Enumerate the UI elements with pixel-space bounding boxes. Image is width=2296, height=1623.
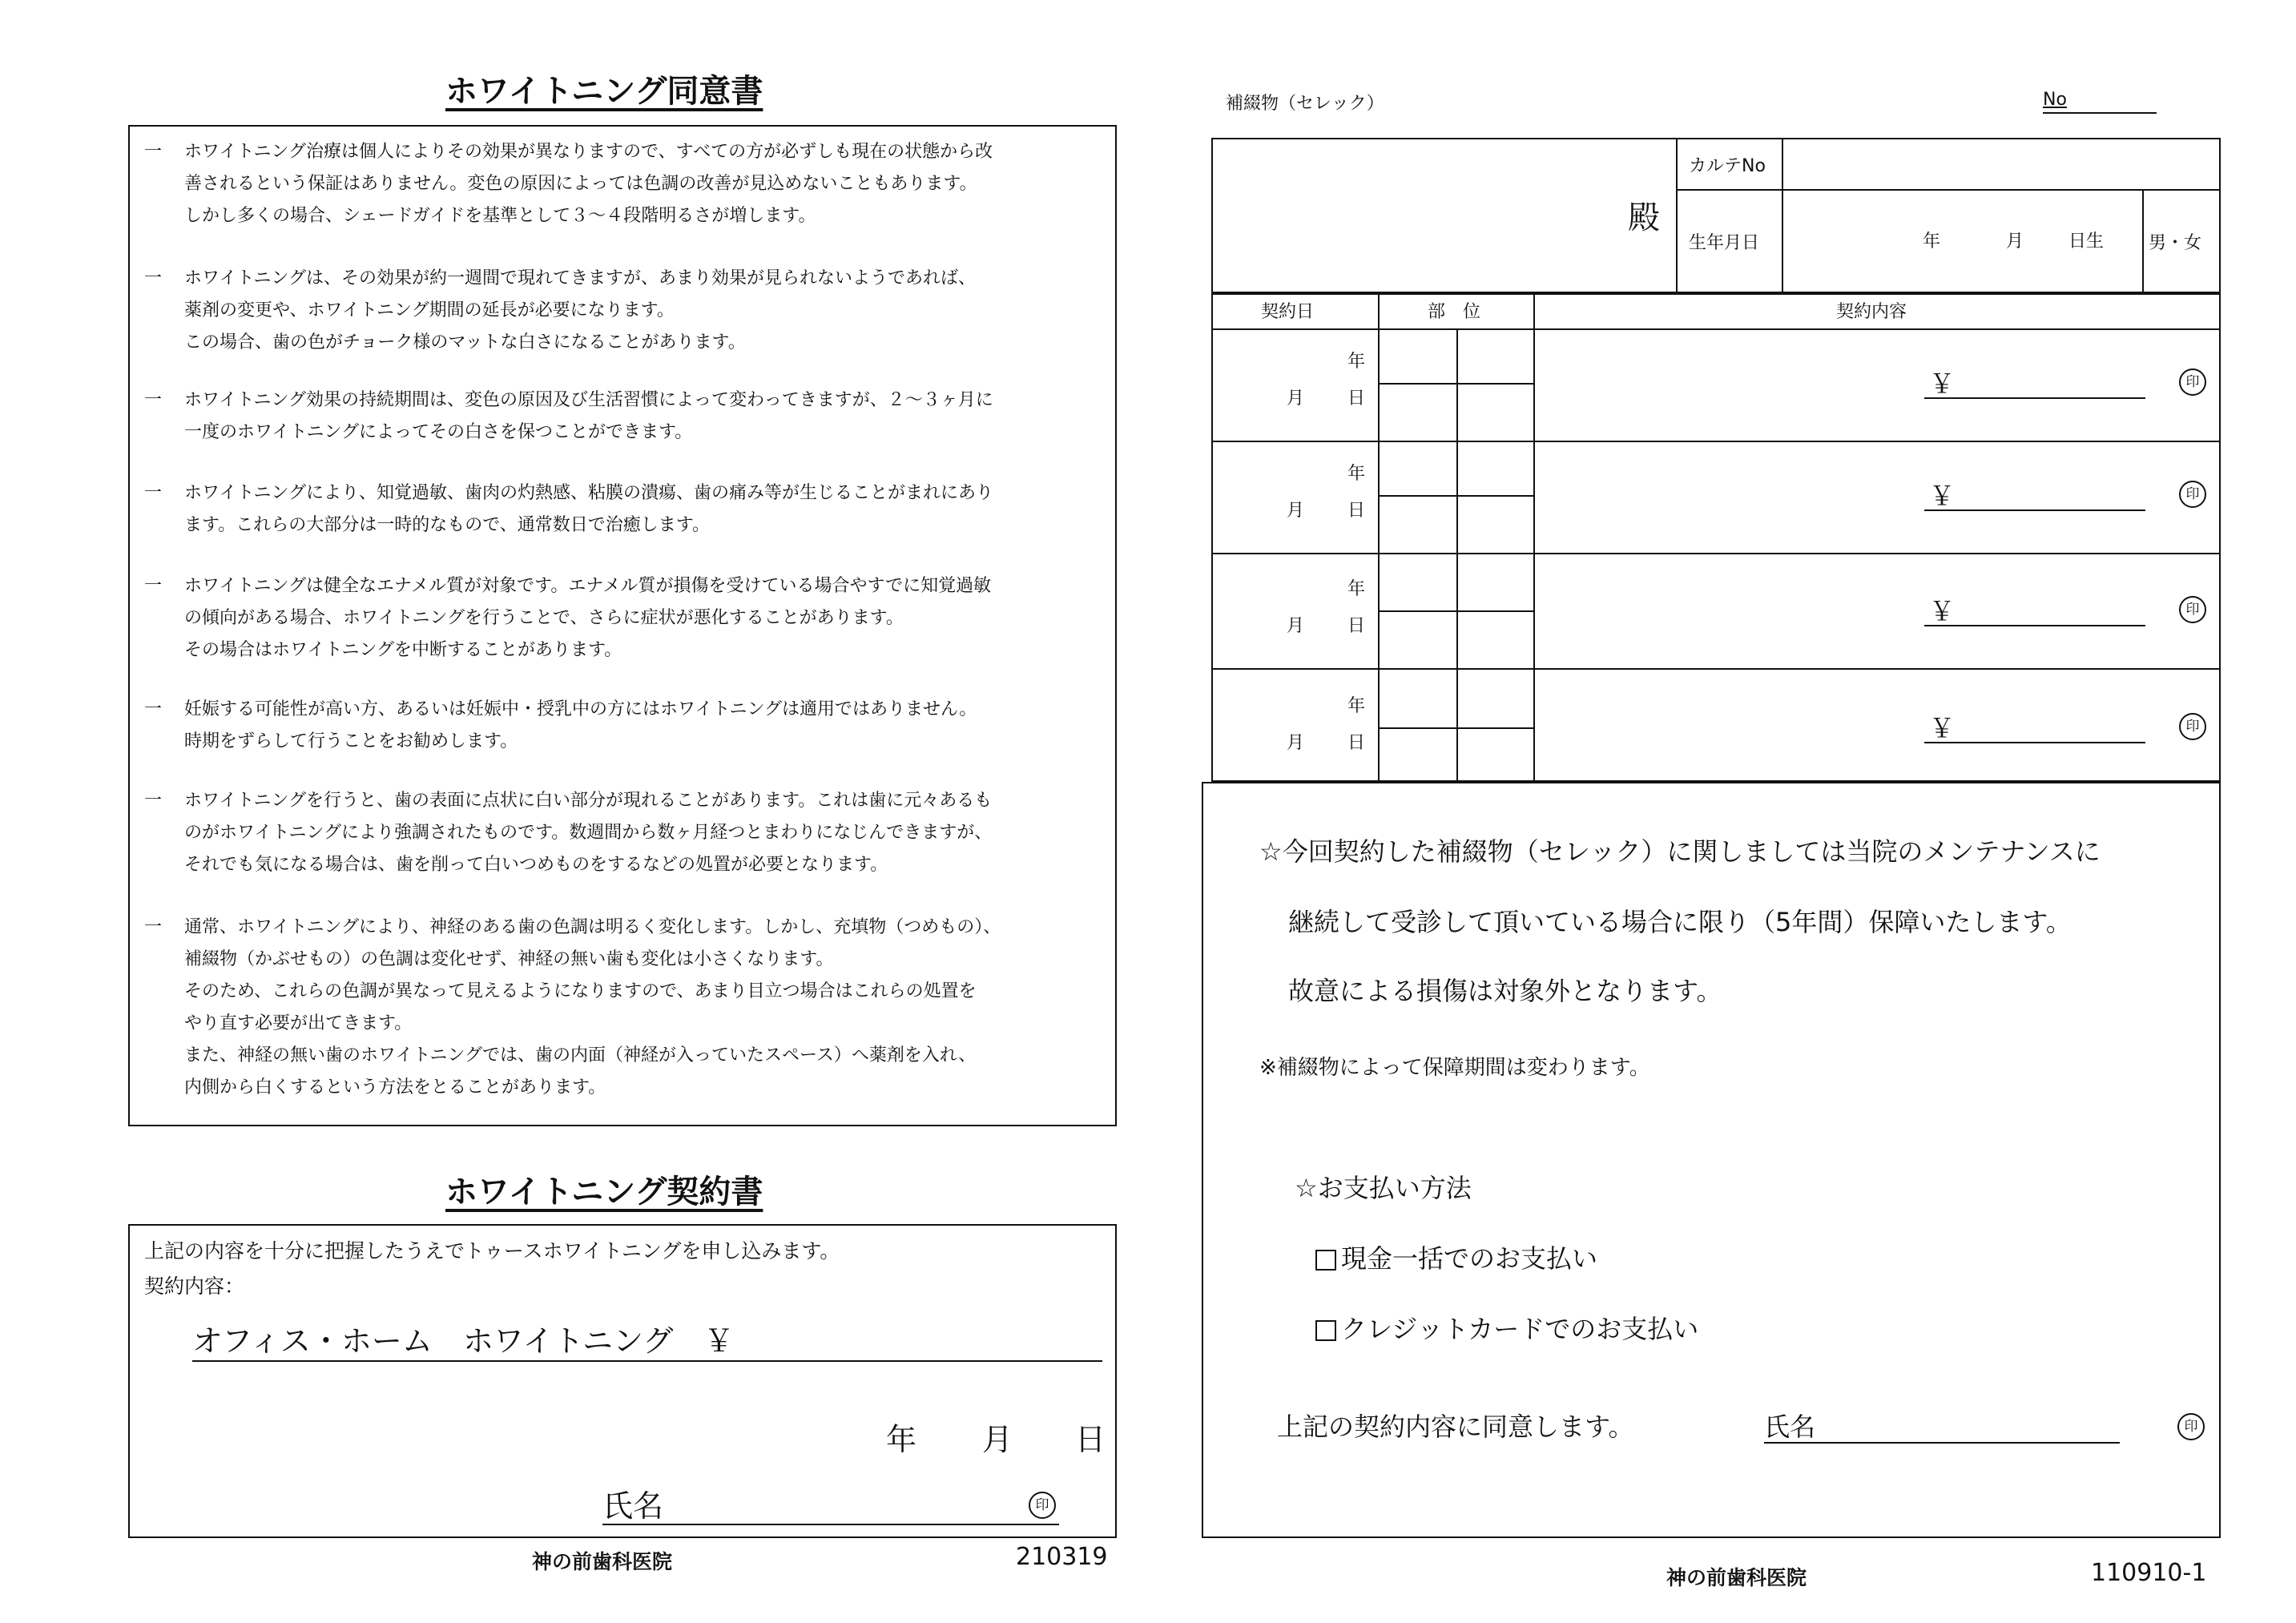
- yen-label: ￥: [1929, 368, 1956, 399]
- consent-line: ホワイトニングにより、知覚過敏、歯肉の灼熱感、粘膜の潰瘍、歯の痛み等が生じることがまれにあり: [184, 483, 994, 503]
- row-month-label: 月: [1287, 389, 1305, 409]
- agree-seal-icon: 印: [2177, 1413, 2205, 1440]
- contract-content-text: オフィス・ホーム ホワイトニング ￥: [192, 1323, 735, 1359]
- consent-line: その場合はホワイトニングを中断することがあります。: [184, 640, 622, 660]
- consent-line: やり直す必要が出てきます。: [184, 1013, 413, 1033]
- contract-intro: 上記の内容を十分に把握したうえでトゥースホワイトニングを申し込みます。: [144, 1239, 840, 1263]
- selec-code: 110910-1: [2091, 1559, 2207, 1587]
- selec-header: 補綴物（セレック）: [1226, 94, 1384, 114]
- payment-option-cash[interactable]: [1315, 1238, 1597, 1275]
- consent-item-lines: [184, 136, 1107, 232]
- consent-line: のがホワイトニングにより強調されたものです。数週間から数ヶ月経つとまわりになじんできますが、: [184, 823, 993, 843]
- row-seal-icon: 印: [2179, 481, 2206, 508]
- contract-row: [1213, 556, 2219, 668]
- bullet-dash: 一: [144, 268, 163, 288]
- consent-item-lines: [184, 477, 1107, 542]
- consent-line: また、神経の無い歯のホワイトニングでは、歯の内面（神経が入っていたスペース）へ薬剤を入れ、: [184, 1045, 977, 1065]
- consent-line: の傾向がある場合、ホワイトニングを行うことで、さらに症状が悪化することがあります。: [184, 608, 904, 628]
- payment-card-label: クレジットカードでのお支払い: [1341, 1314, 1699, 1344]
- row-year-label: 年: [1347, 464, 1366, 484]
- contract-name-field[interactable]: [602, 1490, 1059, 1525]
- contract-seal-icon: 印: [1029, 1492, 1056, 1519]
- consent-line: 通常、ホワイトニングにより、神経のある歯の色調は明るく変化します。しかし、充填物（つめもの）、: [184, 917, 1001, 937]
- contract-date-day: 日: [1075, 1422, 1106, 1457]
- row-seal-icon: 印: [2179, 713, 2206, 740]
- bullet-dash: 一: [144, 483, 163, 503]
- bullet-dash: 一: [144, 791, 163, 811]
- consent-item-lines: [184, 263, 1107, 359]
- dob-day: 日生: [2068, 232, 2105, 252]
- consent-line: それでも気になる場合は、歯を削って白いつめものをするなどの処置が必要となります。: [184, 855, 888, 875]
- row-month-label: 月: [1287, 501, 1305, 521]
- warranty-text-1: ☆今回契約した補綴物（セレック）に関しましては当院のメンテナンスに: [1259, 836, 2101, 867]
- consent-line: 善されるという保証はありません。変色の原因によっては色調の改善が見込めないこともあります。: [184, 174, 977, 194]
- payment-option-card[interactable]: [1315, 1309, 1698, 1346]
- consent-line: 内側から白くするという方法をとることがあります。: [184, 1077, 606, 1097]
- consent-line: 時期をずらして行うことをお勧めします。: [184, 731, 518, 751]
- consent-line: ホワイトニング治療は個人によりその効果が異なりますので、すべての方が必ずしも現在の状態から改: [184, 142, 993, 162]
- consent-line: ホワイトニングを行うと、歯の表面に点状に白い部分が現れることがあります。これは歯に元々あるも: [184, 791, 993, 811]
- price-field[interactable]: [1924, 364, 2145, 399]
- karte-no-label: カルテNo: [1689, 156, 1766, 176]
- consent-line: 薬剤の変更や、ホワイトニング期間の延長が必要になります。: [184, 300, 675, 320]
- consent-line: ます。これらの大部分は一時的なもので、通常数日で治癒します。: [184, 515, 711, 535]
- price-field[interactable]: [1924, 476, 2145, 511]
- record-no-field[interactable]: [2043, 90, 2157, 114]
- dob-label: 生年月日: [1689, 233, 1760, 253]
- consent-line: この場合、歯の色がチョーク様のマットな白さになることがあります。: [184, 332, 746, 352]
- price-field[interactable]: [1924, 708, 2145, 743]
- agree-statement: 上記の契約内容に同意します。: [1277, 1412, 1634, 1442]
- consent-item-lines: [184, 385, 1107, 449]
- yen-label: ￥: [1929, 713, 1956, 743]
- col-header-content: 契約内容: [1836, 302, 1907, 322]
- selec-clinic-name: 神の前歯科医院: [1666, 1566, 1807, 1589]
- payment-cash-label: 現金一括でのお支払い: [1341, 1243, 1598, 1274]
- consent-line: 妊娠する可能性が高い方、あるいは妊娠中・授乳中の方にはホワイトニングは適用ではありません。: [184, 699, 977, 719]
- warranty-text-3: 故意による損傷は対象外となります。: [1288, 976, 1722, 1006]
- warranty-note: ※補綴物によって保障期間は変わります。: [1259, 1056, 1650, 1080]
- gender-select[interactable]: 男・女: [2149, 233, 2202, 253]
- row-day-label: 日: [1347, 389, 1366, 409]
- row-year-label: 年: [1347, 696, 1366, 716]
- warranty-box: [1202, 782, 2221, 1538]
- col-header-part: 部 位: [1428, 302, 1481, 322]
- dob-month: 月: [2006, 232, 2024, 252]
- bullet-dash: 一: [144, 699, 163, 719]
- contract-name-label: 氏名: [602, 1488, 664, 1524]
- row-day-label: 日: [1347, 501, 1366, 521]
- consent-line: ホワイトニング効果の持続期間は、変色の原因及び生活習慣によって変わってきますが、２～３ヶ月に: [184, 390, 993, 410]
- contract-content-value[interactable]: [192, 1325, 1102, 1362]
- agree-name-field[interactable]: [1764, 1407, 2120, 1444]
- col-header-date: 契約日: [1261, 302, 1315, 322]
- bullet-dash: 一: [144, 917, 163, 937]
- consent-title: ホワイトニング同意書: [445, 72, 763, 110]
- patient-info-box: [1211, 138, 2221, 293]
- contract-date-year: 年: [886, 1422, 917, 1457]
- row-year-label: 年: [1347, 352, 1366, 372]
- honorific-label: 殿: [1628, 199, 1660, 236]
- record-no-label: No: [2043, 90, 2067, 110]
- warranty-text-2: 継続して受診して頂いている場合に限り（5年間）保障いたします。: [1288, 907, 2072, 937]
- contract-code: 210319: [1016, 1543, 1108, 1571]
- consent-line: しかし多くの場合、シェードガイドを基準として３～４段階明るさが増します。: [184, 206, 816, 226]
- consent-line: 補綴物（かぶせもの）の色調は変化せず、神経の無い歯も変化は小さくなります。: [184, 949, 834, 969]
- yen-label: ￥: [1929, 596, 1956, 626]
- yen-label: ￥: [1929, 481, 1956, 511]
- row-seal-icon: 印: [2179, 368, 2206, 396]
- row-seal-icon: 印: [2179, 596, 2206, 623]
- row-day-label: 日: [1347, 616, 1366, 636]
- consent-item-lines: [184, 785, 1107, 881]
- dob-year: 年: [1923, 232, 1941, 252]
- consent-item-lines: [184, 694, 1107, 758]
- dob-field[interactable]: [1785, 192, 2113, 290]
- card-checkbox[interactable]: [1315, 1320, 1336, 1341]
- consent-box: [128, 125, 1117, 1126]
- consent-item-lines: [184, 570, 1107, 667]
- contract-table: [1211, 293, 2221, 782]
- contract-row: [1213, 328, 2219, 441]
- row-day-label: 日: [1347, 733, 1366, 753]
- bullet-dash: 一: [144, 142, 163, 162]
- karte-no-field[interactable]: [1785, 141, 2217, 187]
- contract-box: [128, 1224, 1117, 1538]
- bullet-dash: 一: [144, 390, 163, 410]
- contract-title: ホワイトニング契約書: [445, 1173, 763, 1210]
- cash-checkbox[interactable]: [1315, 1250, 1336, 1271]
- payment-title: ☆お支払い方法: [1295, 1173, 1472, 1203]
- price-field[interactable]: [1924, 591, 2145, 626]
- row-year-label: 年: [1347, 579, 1366, 599]
- bullet-dash: 一: [144, 576, 163, 596]
- consent-line: そのため、これらの色調が異なって見えるようになりますので、あまり目立つ場合はこれらの処置を: [184, 981, 977, 1001]
- consent-line: ホワイトニングは健全なエナメル質が対象です。エナメル質が損傷を受けている場合やすでに知覚過敏: [184, 576, 992, 596]
- contract-row: [1213, 673, 2219, 785]
- consent-line: ホワイトニングは、その効果が約一週間で現れてきますが、あまり効果が見られないようであれば、: [184, 268, 977, 288]
- consent-item-lines: [184, 912, 1107, 1104]
- contract-clinic-name: 神の前歯科医院: [532, 1550, 673, 1573]
- row-month-label: 月: [1287, 616, 1305, 636]
- row-month-label: 月: [1287, 733, 1305, 753]
- contract-content-label: 契約内容：: [144, 1275, 245, 1298]
- contract-date-month: 月: [982, 1422, 1013, 1457]
- contract-row: [1213, 441, 2219, 553]
- agree-name-label: 氏名: [1764, 1412, 1816, 1442]
- consent-line: 一度のホワイトニングによってその白さを保つことができます。: [184, 422, 693, 442]
